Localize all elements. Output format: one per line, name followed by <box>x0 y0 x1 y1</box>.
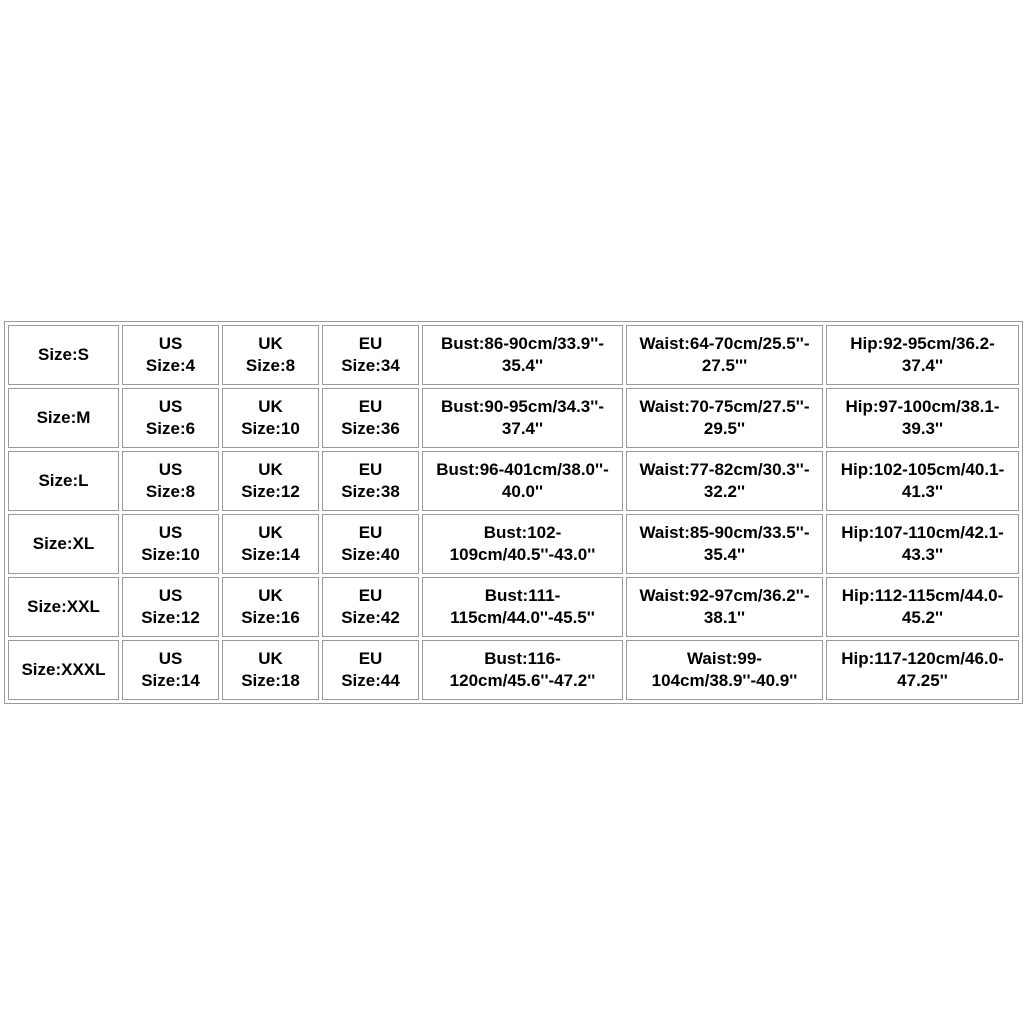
us-size-cell <box>122 388 219 448</box>
waist-cell <box>626 325 823 385</box>
us-size-cell <box>122 577 219 637</box>
waist-line-2: 38.1'' <box>703 608 746 627</box>
table-row <box>8 325 1019 385</box>
waist-cell <box>626 577 823 637</box>
bust-line-2: 109cm/40.5''-43.0'' <box>449 545 596 564</box>
bust-line-1: Bust:102- <box>483 523 562 542</box>
uk-label: UK <box>258 586 283 605</box>
hip-cell <box>826 325 1019 385</box>
eu-label: EU <box>358 397 383 416</box>
us-label: US <box>158 334 183 353</box>
eu-label: EU <box>358 586 383 605</box>
hip-cell <box>826 388 1019 448</box>
eu-size-value: Size:40 <box>341 545 400 564</box>
uk-size-value: Size:16 <box>241 608 300 627</box>
us-label: US <box>158 397 183 416</box>
eu-size-cell <box>322 388 419 448</box>
waist-cell <box>626 514 823 574</box>
hip-cell <box>826 640 1019 700</box>
size-cell <box>8 640 119 700</box>
uk-size-cell <box>222 451 319 511</box>
eu-label: EU <box>358 649 383 668</box>
uk-size-value: Size:10 <box>241 419 300 438</box>
uk-size-value: Size:14 <box>241 545 300 564</box>
uk-size-cell <box>222 325 319 385</box>
bust-line-2: 40.0'' <box>501 482 544 501</box>
hip-line-2: 37.4'' <box>901 356 944 375</box>
waist-line-1: Waist:99- <box>687 649 762 668</box>
us-label: US <box>158 460 183 479</box>
bust-cell <box>422 451 623 511</box>
eu-label: EU <box>358 334 383 353</box>
waist-line-1: Waist:64-70cm/25.5''- <box>639 334 810 353</box>
us-size-value: Size:14 <box>141 671 200 690</box>
bust-line-1: Bust:90-95cm/34.3''- <box>440 397 605 416</box>
uk-label: UK <box>258 649 283 668</box>
hip-cell <box>826 577 1019 637</box>
hip-line-1: Hip:97-100cm/38.1- <box>845 397 1000 416</box>
hip-line-2: 39.3'' <box>901 419 944 438</box>
size-cell <box>8 514 119 574</box>
waist-line-2: 104cm/38.9''-40.9'' <box>651 671 798 690</box>
waist-line-2: 27.5''' <box>701 356 748 375</box>
us-label: US <box>158 523 183 542</box>
waist-cell <box>626 388 823 448</box>
hip-line-1: Hip:107-110cm/42.1- <box>841 523 1004 542</box>
size-label: Size:XXL <box>27 597 100 616</box>
uk-label: UK <box>258 460 283 479</box>
table-row <box>8 640 1019 700</box>
hip-cell <box>826 514 1019 574</box>
table-row <box>8 514 1019 574</box>
bust-line-1: Bust:96-401cm/38.0''- <box>436 460 609 479</box>
hip-line-1: Hip:112-115cm/44.0- <box>841 586 1004 605</box>
uk-size-value: Size:12 <box>241 482 300 501</box>
uk-size-cell <box>222 388 319 448</box>
size-label: Size:S <box>37 345 90 364</box>
us-size-cell <box>122 514 219 574</box>
us-size-value: Size:12 <box>141 608 200 627</box>
uk-size-cell <box>222 514 319 574</box>
hip-line-1: Hip:102-105cm/40.1- <box>840 460 1005 479</box>
us-label: US <box>158 586 183 605</box>
us-size-value: Size:6 <box>145 419 196 438</box>
hip-line-2: 43.3'' <box>901 545 944 564</box>
uk-size-value: Size:8 <box>245 356 296 375</box>
size-label: Size:M <box>36 408 91 427</box>
hip-line-2: 45.2'' <box>901 608 944 627</box>
bust-line-2: 35.4'' <box>501 356 544 375</box>
waist-line-1: Waist:92-97cm/36.2''- <box>639 586 810 605</box>
bust-line-2: 37.4'' <box>501 419 544 438</box>
waist-cell <box>626 451 823 511</box>
bust-line-2: 115cm/44.0''-45.5'' <box>450 608 595 627</box>
eu-size-cell <box>322 325 419 385</box>
size-label: Size:XL <box>32 534 95 553</box>
us-size-value: Size:8 <box>145 482 196 501</box>
eu-size-value: Size:44 <box>341 671 400 690</box>
size-cell <box>8 325 119 385</box>
hip-line-1: Hip:92-95cm/36.2- <box>850 334 995 353</box>
waist-cell <box>626 640 823 700</box>
us-size-value: Size:10 <box>141 545 200 564</box>
hip-line-2: 47.25'' <box>897 671 948 690</box>
eu-size-cell <box>322 640 419 700</box>
size-label: Size:XXXL <box>21 660 106 679</box>
size-cell <box>8 388 119 448</box>
size-chart-table <box>4 321 1023 704</box>
eu-size-cell <box>322 451 419 511</box>
waist-line-2: 32.2'' <box>703 482 746 501</box>
us-size-value: Size:4 <box>145 356 196 375</box>
eu-size-value: Size:42 <box>341 608 400 627</box>
bust-line-1: Bust:86-90cm/33.9''- <box>440 334 605 353</box>
eu-size-value: Size:38 <box>341 482 400 501</box>
uk-size-value: Size:18 <box>241 671 300 690</box>
uk-size-cell <box>222 640 319 700</box>
bust-cell <box>422 325 623 385</box>
table-row <box>8 451 1019 511</box>
waist-line-1: Waist:77-82cm/30.3''- <box>639 460 810 479</box>
bust-cell <box>422 640 623 700</box>
hip-line-2: 41.3'' <box>901 482 944 501</box>
table-row <box>8 388 1019 448</box>
us-size-cell <box>122 640 219 700</box>
waist-line-2: 29.5'' <box>703 419 746 438</box>
waist-line-1: Waist:85-90cm/33.5''- <box>639 523 810 542</box>
eu-size-value: Size:34 <box>341 356 400 375</box>
size-label: Size:L <box>38 471 89 490</box>
eu-size-cell <box>322 514 419 574</box>
bust-cell <box>422 577 623 637</box>
bust-line-2: 120cm/45.6''-47.2'' <box>449 671 596 690</box>
us-label: US <box>158 649 183 668</box>
uk-label: UK <box>258 523 283 542</box>
hip-line-1: Hip:117-120cm/46.0- <box>841 649 1004 668</box>
uk-size-cell <box>222 577 319 637</box>
bust-cell <box>422 514 623 574</box>
uk-label: UK <box>258 334 283 353</box>
us-size-cell <box>122 451 219 511</box>
eu-size-cell <box>322 577 419 637</box>
eu-label: EU <box>358 460 383 479</box>
bust-line-1: Bust:111- <box>484 586 561 605</box>
bust-cell <box>422 388 623 448</box>
waist-line-2: 35.4'' <box>703 545 746 564</box>
eu-label: EU <box>358 523 383 542</box>
size-cell <box>8 577 119 637</box>
bust-line-1: Bust:116- <box>484 649 561 668</box>
us-size-cell <box>122 325 219 385</box>
hip-cell <box>826 451 1019 511</box>
uk-label: UK <box>258 397 283 416</box>
table-row <box>8 577 1019 637</box>
size-cell <box>8 451 119 511</box>
waist-line-1: Waist:70-75cm/27.5''- <box>639 397 810 416</box>
eu-size-value: Size:36 <box>341 419 400 438</box>
